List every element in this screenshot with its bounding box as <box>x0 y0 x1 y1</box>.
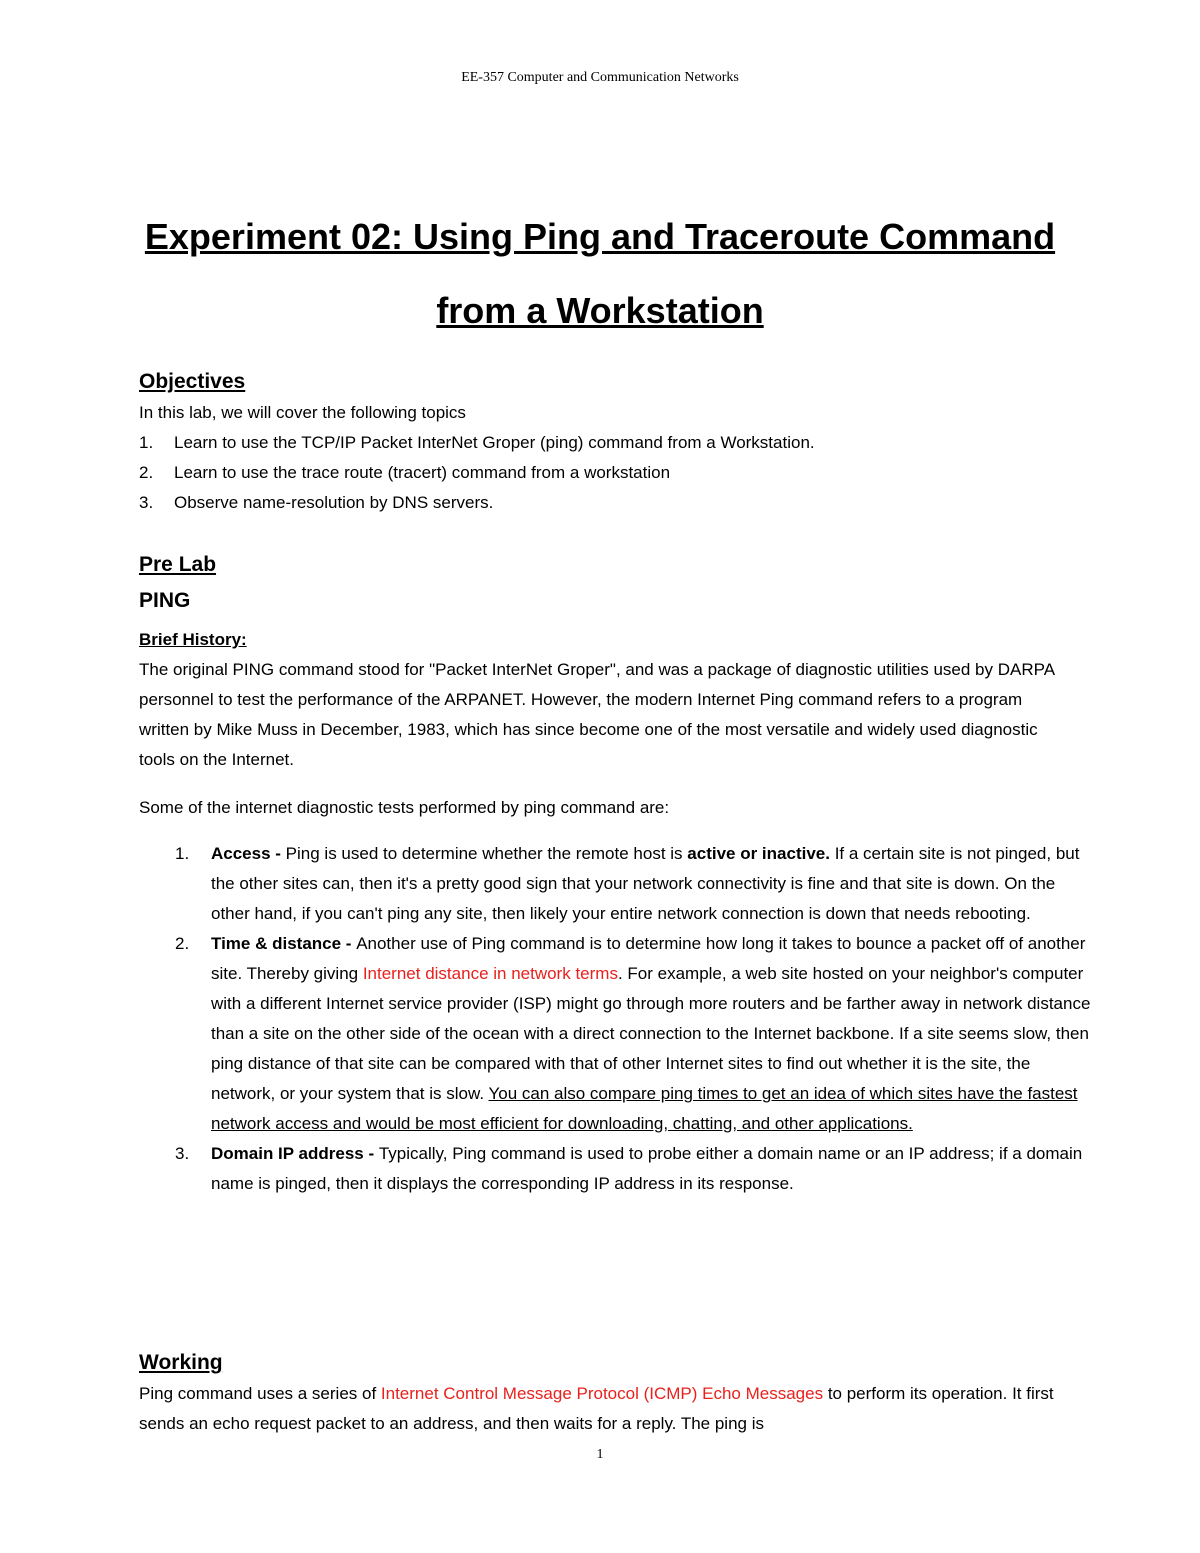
objective-text: Learn to use the TCP/IP Packet InterNet Groper (ping) command from a Workstation. <box>174 433 815 452</box>
list-item: 3. Observe name-resolution by DNS servers. <box>139 493 494 512</box>
page-number: 1 <box>596 1447 604 1462</box>
ping-subheading: PING <box>139 589 191 612</box>
term-domain-ip: Domain IP address - <box>211 1144 379 1163</box>
title-line-2: from a Workstation <box>436 290 764 331</box>
objectives-heading: Objectives <box>139 370 246 393</box>
running-header: EE-357 Computer and Communication Networks <box>461 70 739 85</box>
working-section <box>139 1347 1069 1439</box>
working-heading: Working <box>139 1351 223 1374</box>
list-item-domain: 3. Domain IP address - Typically, Ping command is used to probe either a domain name or an IP address; if a domain name is pinged, then it displays the corresponding IP address in its response. <box>175 1144 1083 1193</box>
domain-text: Typically, Ping command is used to probe either a domain name or an IP address; if a domain name is pinged, then it displays the corresponding IP address in its response. <box>211 1144 1083 1193</box>
prelab-section <box>139 548 1099 620</box>
document-title <box>110 200 1090 348</box>
working-text-2: to perform its operation. It first sends an echo request packet to an address, and then waits for a reply. The ping is <box>139 1384 1054 1433</box>
objective-text: Learn to use the trace route (tracert) command from a workstation <box>174 463 671 482</box>
prelab-heading: Pre Lab <box>139 553 217 576</box>
list-item: 2. Learn to use the trace route (tracert) command from a workstation <box>139 463 671 482</box>
time-text-2: . For example, a web site hosted on your neighbor's computer with a different Internet service provider (ISP) might go through more routers and be farther away in network distance than a site on the other side of the ocean with a direct connection to the Internet backbone. If a site seems slow, then ping distance of that site can be compared with that of other Internet sites to find out whether it is the site, the network, or your system that is slow. <box>211 964 1091 1103</box>
objective-text: Observe name-resolution by DNS servers. <box>174 493 494 512</box>
working-paragraph <box>139 1379 1069 1439</box>
access-text-2: If a certain site is not pinged, but the other sites can, then it's a pretty good sign that your network connectivity is fine and that site is down. On the other hand, if you can't ping any site, then likely your entire network connection is down that needs rebooting. <box>211 844 1080 923</box>
history-heading: Brief History: <box>139 630 247 649</box>
list-item: 1. Learn to use the TCP/IP Packet InterNet Groper (ping) command from a Workstation. <box>139 433 815 452</box>
list-item-time: 2. Time & distance - Another use of Ping command is to determine how long it takes to bounce a packet off of another site. Thereby giving Internet distance in network terms. For example, a web site hosted on your neighbor's computer with a different Internet service provider (ISP) might go through more routers and be farther away in network distance than a site on the other side of the ocean with a direct connection to the Internet backbone. If a site seems slow, then ping distance of that site can be compared with that of other Internet sites to find out whether it is the site, the network, or your system that is slow. You can also compare ping times to get an idea of which sites have the fastest network access and would be most efficient for downloading, chatting, and other applications. <box>175 934 1091 1133</box>
term-time-distance: Time & distance - <box>211 934 357 953</box>
objectives-section <box>139 366 1099 518</box>
term-access: Access - <box>211 844 286 863</box>
objectives-list <box>139 428 1099 518</box>
access-emphasis: active or inactive. <box>687 844 830 863</box>
time-text-1: Another use of Ping command is to determine how long it takes to bounce a packet off of another site. Thereby giving <box>211 934 1086 983</box>
working-text-1: Ping command uses a series of <box>139 1384 381 1403</box>
title-line-1: Experiment 02: Using Ping and Traceroute Command <box>144 216 1056 257</box>
tests-block <box>139 839 1097 1199</box>
working-highlight: Internet Control Message Protocol (ICMP) Echo Messages <box>380 1384 824 1403</box>
list-item-access: 1. Access - Ping is used to determine whether the remote host is active or inactive. If a certain site is not pinged, but the other sites can, then it's a pretty good sign that your network connectivity is fine and that site is down. On the other hand, if you can't ping any site, then likely your entire network connection is down that needs rebooting. <box>175 844 1080 923</box>
time-underlined: You can also compare ping times to get an idea of which sites have the fastest network access and would be most efficient for downloading, chatting, and other applications. <box>211 1084 1078 1133</box>
tests-list <box>139 839 1097 1199</box>
history-paragraph: The original PING command stood for "Packet InterNet Groper", and was a package of diagnostic utilities used by DARPA personnel to test the performance of the ARPANET. However, the modern Internet Ping command refers to a program written by Mike Muss in December, 1983, which has since become one of the most versatile and widely used diagnostic tools on the Internet. <box>139 660 1055 769</box>
time-highlight: Internet distance in network terms <box>362 964 618 983</box>
access-text-1: Ping is used to determine whether the remote host is <box>285 844 688 863</box>
history-block <box>139 625 1069 775</box>
objectives-intro: In this lab, we will cover the following topics <box>139 403 466 422</box>
tests-intro: Some of the internet diagnostic tests performed by ping command are: <box>139 798 670 817</box>
